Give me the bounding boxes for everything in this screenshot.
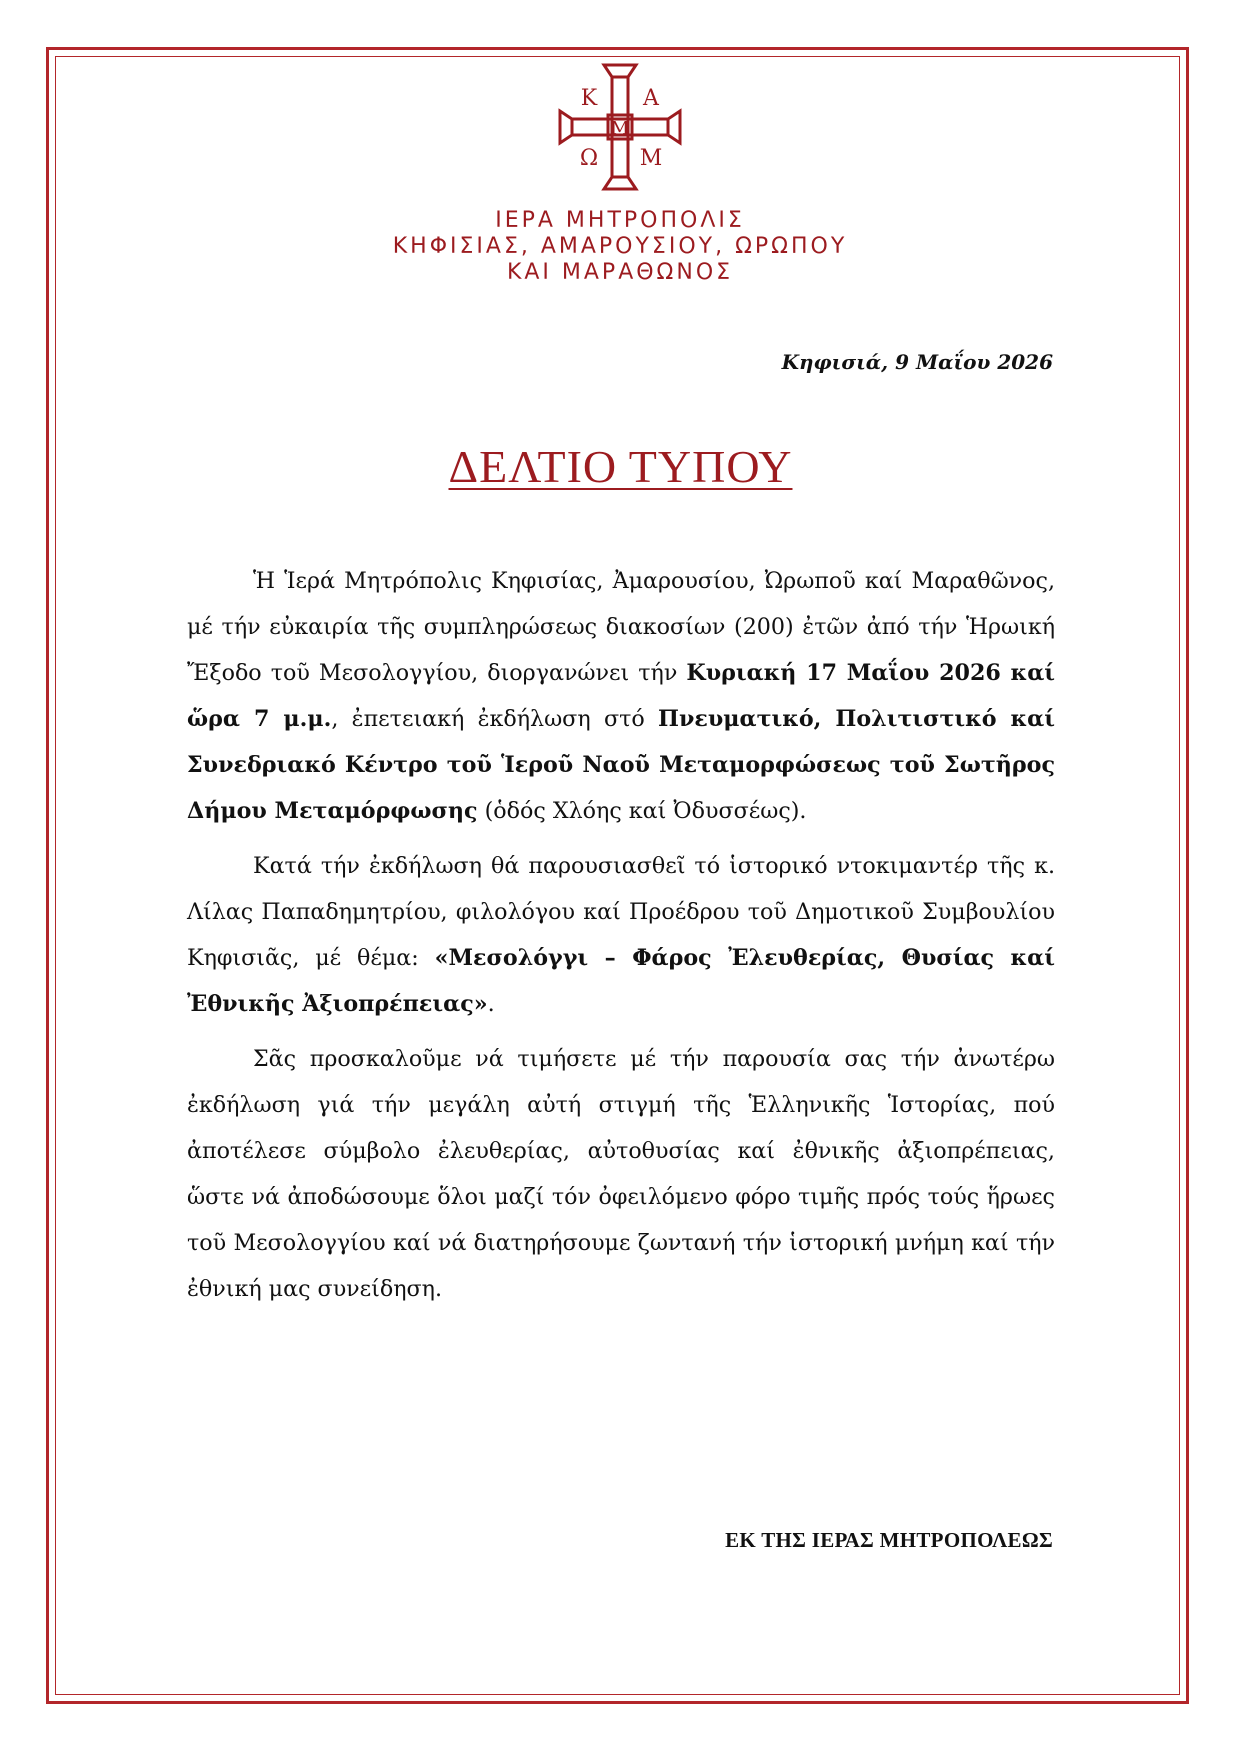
emblem-letter-m: Μ [639, 146, 663, 171]
organization-line-1: ΙΕΡΑ ΜΗΤΡΟΠΟΛΙΣ [495, 208, 745, 233]
document-title: ΔΕΛΤΙΟ ΤΥΠΟΥ [448, 441, 793, 492]
paragraph-1-text-2: , ἐπετειακή ἐκδήλωση στό [331, 706, 659, 732]
organization-line-2: ΚΗΦΙΣΙΑΣ, ΑΜΑΡΟΥΣΙΟΥ, ΩΡΩΠΟΥ [392, 234, 848, 259]
organization-header [330, 208, 910, 286]
paragraph-3-text-1: Σᾶς προσκαλοῦμε νά τιμήσετε μέ τήν παρουσία σας τήν ἀνωτέρω ἐκδήλωση γιά τήν μεγάλη αὐτή στιγμή τῆς Ἑλληνικῆς Ἱστορίας, πού ἀποτέλεσε σύμβολο ἐλευθερίας, αὐτοθυσίας καί ἐθνικῆς ἀξιοπρέπειας, ὥστε νά ἀποδώσουμε ὅλοι μαζί τόν ὀφειλόμενο φόρο τιμῆς πρός τούς ἥρωες τοῦ Μεσολογγίου καί νά διατηρήσουμε ζωντανή τήν ἱστορική μνήμη καί τήν ἐθνική μας συνείδηση. [187, 1046, 1055, 1302]
emblem-letter-omega: Ω [579, 146, 599, 171]
paragraph-2 [187, 843, 1055, 1027]
byzantine-cross-icon [558, 63, 682, 191]
documentary-title: «Μεσολόγγι – Φάρος Ἐλευθερίας, Θυσίας καί Ἐθνικῆς Ἀξιοπρέπειας» [187, 945, 1055, 1017]
document-body [187, 558, 1055, 1321]
date-line: Κηφισιά, 9 Μαΐου 2026 [781, 350, 1053, 374]
organization-line-3: ΚΑΙ ΜΑΡΑΘΩΝΟΣ [506, 260, 734, 285]
paragraph-3 [187, 1036, 1055, 1312]
emblem-letter-k: Κ [580, 86, 598, 111]
paragraph-1 [187, 558, 1055, 834]
event-venue: Πνευματικό, Πολιτιστικό καί Συνεδριακό Κέντρο τοῦ Ἱεροῦ Ναοῦ Μεταμορφώσεως τοῦ Σωτῆρος Δήμου Μεταμόρφωσης [187, 706, 1055, 824]
paragraph-2-text-1: Κατά τήν ἐκδήλωση θά παρουσιασθεῖ τό ἱστορικό ντοκιμαντέρ τῆς κ. Λίλας Παπαδημητρίου, φιλολόγου καί Προέδρου τοῦ Δημοτικοῦ Συμβουλίου Κηφισιᾶς, μέ θέμα: [187, 853, 1055, 971]
event-date-time: Κυριακή 17 Μαΐου 2026 καί ὥρα 7 μ.μ. [187, 660, 1055, 732]
paragraph-2-text-2: . [487, 991, 495, 1017]
paragraph-1-text-3: (ὁδός Χλόης καί Ὀδυσσέως). [477, 798, 807, 824]
emblem-center-letter: Μ [610, 118, 630, 139]
signature-line: ΕΚ ΤΗΣ ΙΕΡΑΣ ΜΗΤΡΟΠΟΛΕΩΣ [725, 1528, 1053, 1552]
paragraph-1-text-1: Ἡ Ἱερά Μητρόπολις Κηφισίας, Ἀμαρουσίου, Ὠρωποῦ καί Μαραθῶνος, μέ τήν εὐκαιρία τῆς συμπληρώσεως διακοσίων (200) ἐτῶν ἀπό τήν Ἡρωική Ἔξοδο τοῦ Μεσολογγίου, διοργανώνει τήν [187, 568, 1055, 686]
emblem-letter-a: Α [643, 86, 659, 111]
